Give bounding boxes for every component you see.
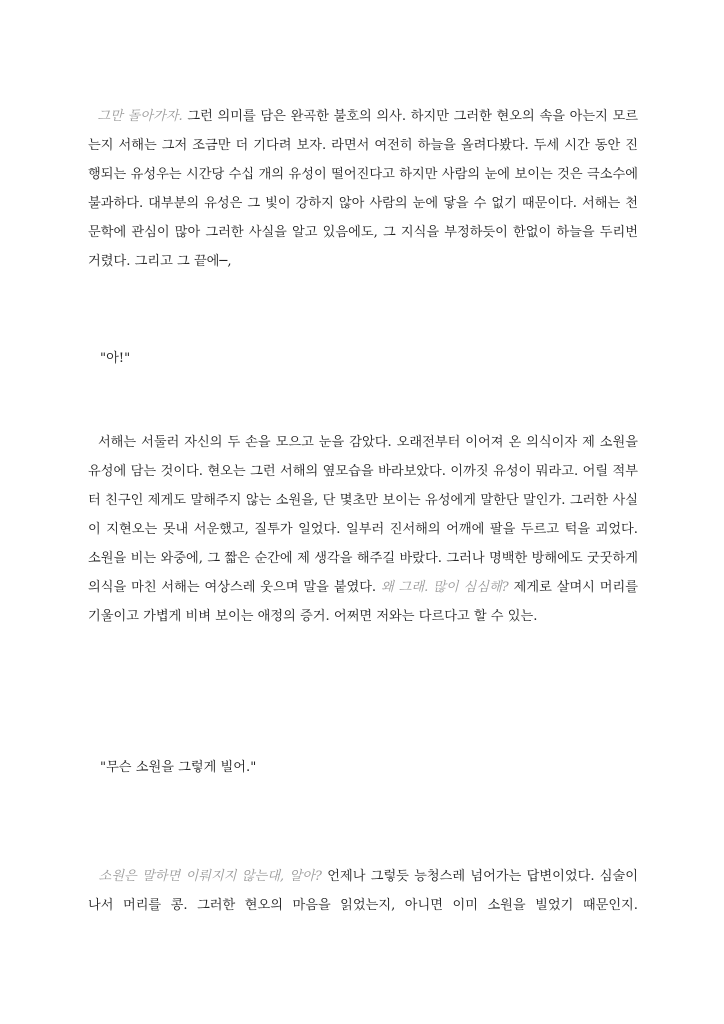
paragraph-text: 서해는 서둘러 자신의 두 손을 모으고 눈을 감았다. 오래전부터 이어져 온 의식이자 제 소원을 유성에 담는 것이다. 현오는 그런 서해의 옆모습을 바라보았다. 이까짓 유성이 뭐라고. 어릴 적부터 친구인 제게도 말해주지 않는 소원을, 단 몇초만 보이는 유성에게 말한단 말인가. 그러한 사실이 지현오는 못내 서운했고, 질투가 일었다. 일부러 진서해의 어깨에 팔을 두르고 턱을 괴었다. 소원을 비는 와중에, 그 짧은 순간에 제 생각을 해주길 바랐다. 그러나 명백한 방해에도 굿꿋하게 의식을 마친 서해는 여상스레 웃으며 말을 붙였다. bbox=[88, 435, 638, 595]
paragraph-1 bbox=[88, 102, 638, 276]
paragraph-2 bbox=[88, 428, 638, 631]
paragraph-3 bbox=[88, 862, 638, 920]
paragraph-text: 언제나 그렇듯 능청스레 넘어가는 답변이었다. 심술이 나서 머리를 콩. 그러한 현오의 마음을 읽었는지, 아니면 이미 소원을 빌었기 때문인지. bbox=[88, 869, 638, 913]
dialogue-2: "무슨 소원을 그렇게 빌어." bbox=[100, 760, 257, 775]
dialogue-1: "아!" bbox=[100, 351, 131, 366]
italic-speech: 소원은 말하면 이뤄지지 않는대, 알아? bbox=[98, 869, 322, 884]
italic-speech: 왜 그래. 많이 심심해? bbox=[381, 580, 509, 595]
paragraph-text: 제게로 살며시 머리를 기울이고 가볍게 비벼 보이는 애정의 증거. 어쩌면 저와는 다르다고 할 수 있는. bbox=[88, 580, 638, 624]
italic-thought: 그만 돌아가자. bbox=[97, 109, 183, 124]
paragraph-text: 그런 의미를 담은 완곡한 불호의 의사. 하지만 그러한 현오의 속을 아는지 모르는지 서해는 그저 조금만 더 기다려 보자. 라면서 여전히 하늘을 올려다봤다. 두세 시간 동안 진행되는 유성우는 시간당 수십 개의 유성이 떨어진다고 하지만 사람의 눈에 보이는 것은 극소수에 불과하다. 대부분의 유성은 그 빛이 강하지 않아 사람의 눈에 닿을 수 없기 때문이다. 서해는 천문학에 관심이 많아 그러한 사실을 알고 있음에도, 그 지식을 부정하듯이 한없이 하늘을 두리번거렸다. 그리고 그 끝에─, bbox=[88, 109, 638, 269]
